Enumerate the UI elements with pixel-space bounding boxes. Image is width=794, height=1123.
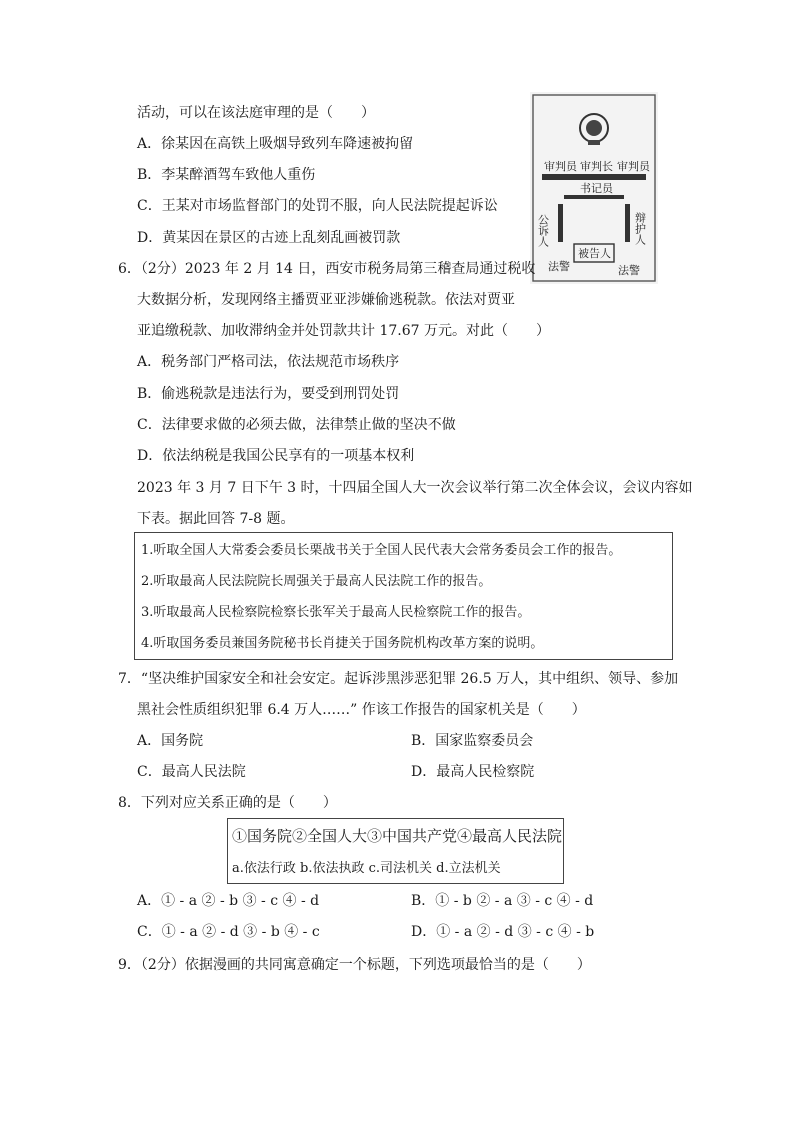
defendant-label: 被告人 bbox=[578, 247, 611, 260]
clerk-label: 书记员 bbox=[580, 182, 613, 195]
q6-option-c: C．法律要求做的必须去做，法律禁止做的坚决不做 bbox=[137, 417, 456, 433]
judge-right-label: 审判员 bbox=[617, 160, 650, 173]
q6-stem-line-2: 大数据分析，发现网络主播贾亚亚涉嫌偷逃税款。依法对贾亚 bbox=[137, 292, 515, 308]
q5-option-c: C．王某对市场监督部门的处罚不服，向人民法院提起诉讼 bbox=[137, 198, 498, 214]
q7-option-a: A．国务院 bbox=[137, 733, 204, 749]
q5-stem-tail: 活动，可以在该法庭审理的是（ ） bbox=[137, 105, 375, 121]
agenda-item-1: 1.听取全国人大常委会委员长栗战书关于全国人民代表大会常务委员会工作的报告。 bbox=[141, 543, 622, 558]
bailiff-left-label: 法警 bbox=[548, 260, 570, 273]
defense-label: 辩护人 bbox=[633, 212, 647, 245]
q8-option-d: D．① - a ② - d ③ - c ④ - b bbox=[411, 924, 595, 940]
clerk-desk bbox=[564, 195, 624, 199]
agenda-item-3: 3.听取最高人民检察院检察长张军关于最高人民检察院工作的报告。 bbox=[141, 605, 531, 620]
prosecutor-label: 公诉人 bbox=[536, 214, 550, 247]
q8-matching-box bbox=[227, 818, 564, 884]
q5-option-d: D．黄某因在景区的古迹上乱刻乱画被罚款 bbox=[137, 230, 401, 246]
q8-option-c: C．① - a ② - d ③ - b ④ - c bbox=[137, 924, 320, 940]
intro-line-2: 下表。据此回答 7-8 题。 bbox=[137, 511, 295, 527]
chief-judge-label: 审判长 bbox=[580, 160, 613, 173]
q8-option-a: A．① - a ② - b ③ - c ④ - d bbox=[137, 893, 320, 909]
q9-stem: 9．（2分）依据漫画的共同寓意确定一个标题，下列选项最恰当的是（ ） bbox=[118, 957, 591, 973]
intro-line-1: 2023 年 3 月 7 日下午 3 时，十四届全国人大一次会议举行第二次全体会议，会议内容如 bbox=[137, 480, 693, 496]
agenda-box bbox=[134, 532, 673, 660]
q8-roles: a.依法行政 b.依法执政 c.司法机关 d.立法机关 bbox=[232, 861, 501, 876]
judge-left-label: 审判员 bbox=[544, 160, 577, 173]
q7-option-b: B．国家监察委员会 bbox=[411, 733, 534, 749]
q5-option-a: A．徐某因在高铁上吸烟导致列车降速被拘留 bbox=[137, 136, 414, 152]
courtroom-diagram bbox=[530, 92, 658, 284]
agenda-item-2: 2.听取最高人民法院院长周强关于最高人民法院工作的报告。 bbox=[141, 574, 492, 589]
q7-stem-line-2: 黑社会性质组织犯罪 6.4 万人……” 作该工作报告的国家机关是（ ） bbox=[137, 702, 586, 718]
q8-option-b: B．① - b ② - a ③ - c ④ - d bbox=[411, 893, 594, 909]
q7-option-c: C．最高人民法院 bbox=[137, 764, 246, 780]
q7-stem-line-1: 7．“坚决维护国家安全和社会安定。起诉涉黑涉恶犯罪 26.5 万人，其中组织、领导、参加 bbox=[118, 671, 679, 687]
defense-desk bbox=[625, 204, 630, 242]
courtroom-svg bbox=[530, 92, 658, 284]
judges-bench bbox=[542, 174, 646, 180]
q8-organizations: ①国务院②全国人大③中国共产党④最高人民法院 bbox=[232, 827, 563, 845]
q6-stem-line-1: 6．（2分）2023 年 2 月 14 日，西安市税务局第三稽查局通过税收 bbox=[118, 261, 536, 277]
q6-stem-line-3: 亚追缴税款、加收滞纳金并处罚款共计 17.67 万元。对此（ ） bbox=[137, 323, 550, 339]
q8-stem: 8．下列对应关系正确的是（ ） bbox=[118, 795, 337, 811]
q6-option-b: B．偷逃税款是违法行为，要受到刑罚处罚 bbox=[137, 386, 400, 402]
q5-option-b: B．李某醉酒驾车致他人重伤 bbox=[137, 167, 316, 183]
q6-option-d: D．依法纳税是我国公民享有的一项基本权利 bbox=[137, 448, 415, 464]
bailiff-right-label: 法警 bbox=[618, 264, 640, 277]
q7-option-d: D．最高人民检察院 bbox=[411, 764, 535, 780]
agenda-item-4: 4.听取国务委员兼国务院秘书长肖捷关于国务院机构改革方案的说明。 bbox=[141, 636, 544, 651]
prosecutor-desk bbox=[558, 204, 563, 242]
q6-option-a: A．税务部门严格司法，依法规范市场秩序 bbox=[137, 354, 400, 370]
national-emblem-icon bbox=[580, 114, 608, 145]
